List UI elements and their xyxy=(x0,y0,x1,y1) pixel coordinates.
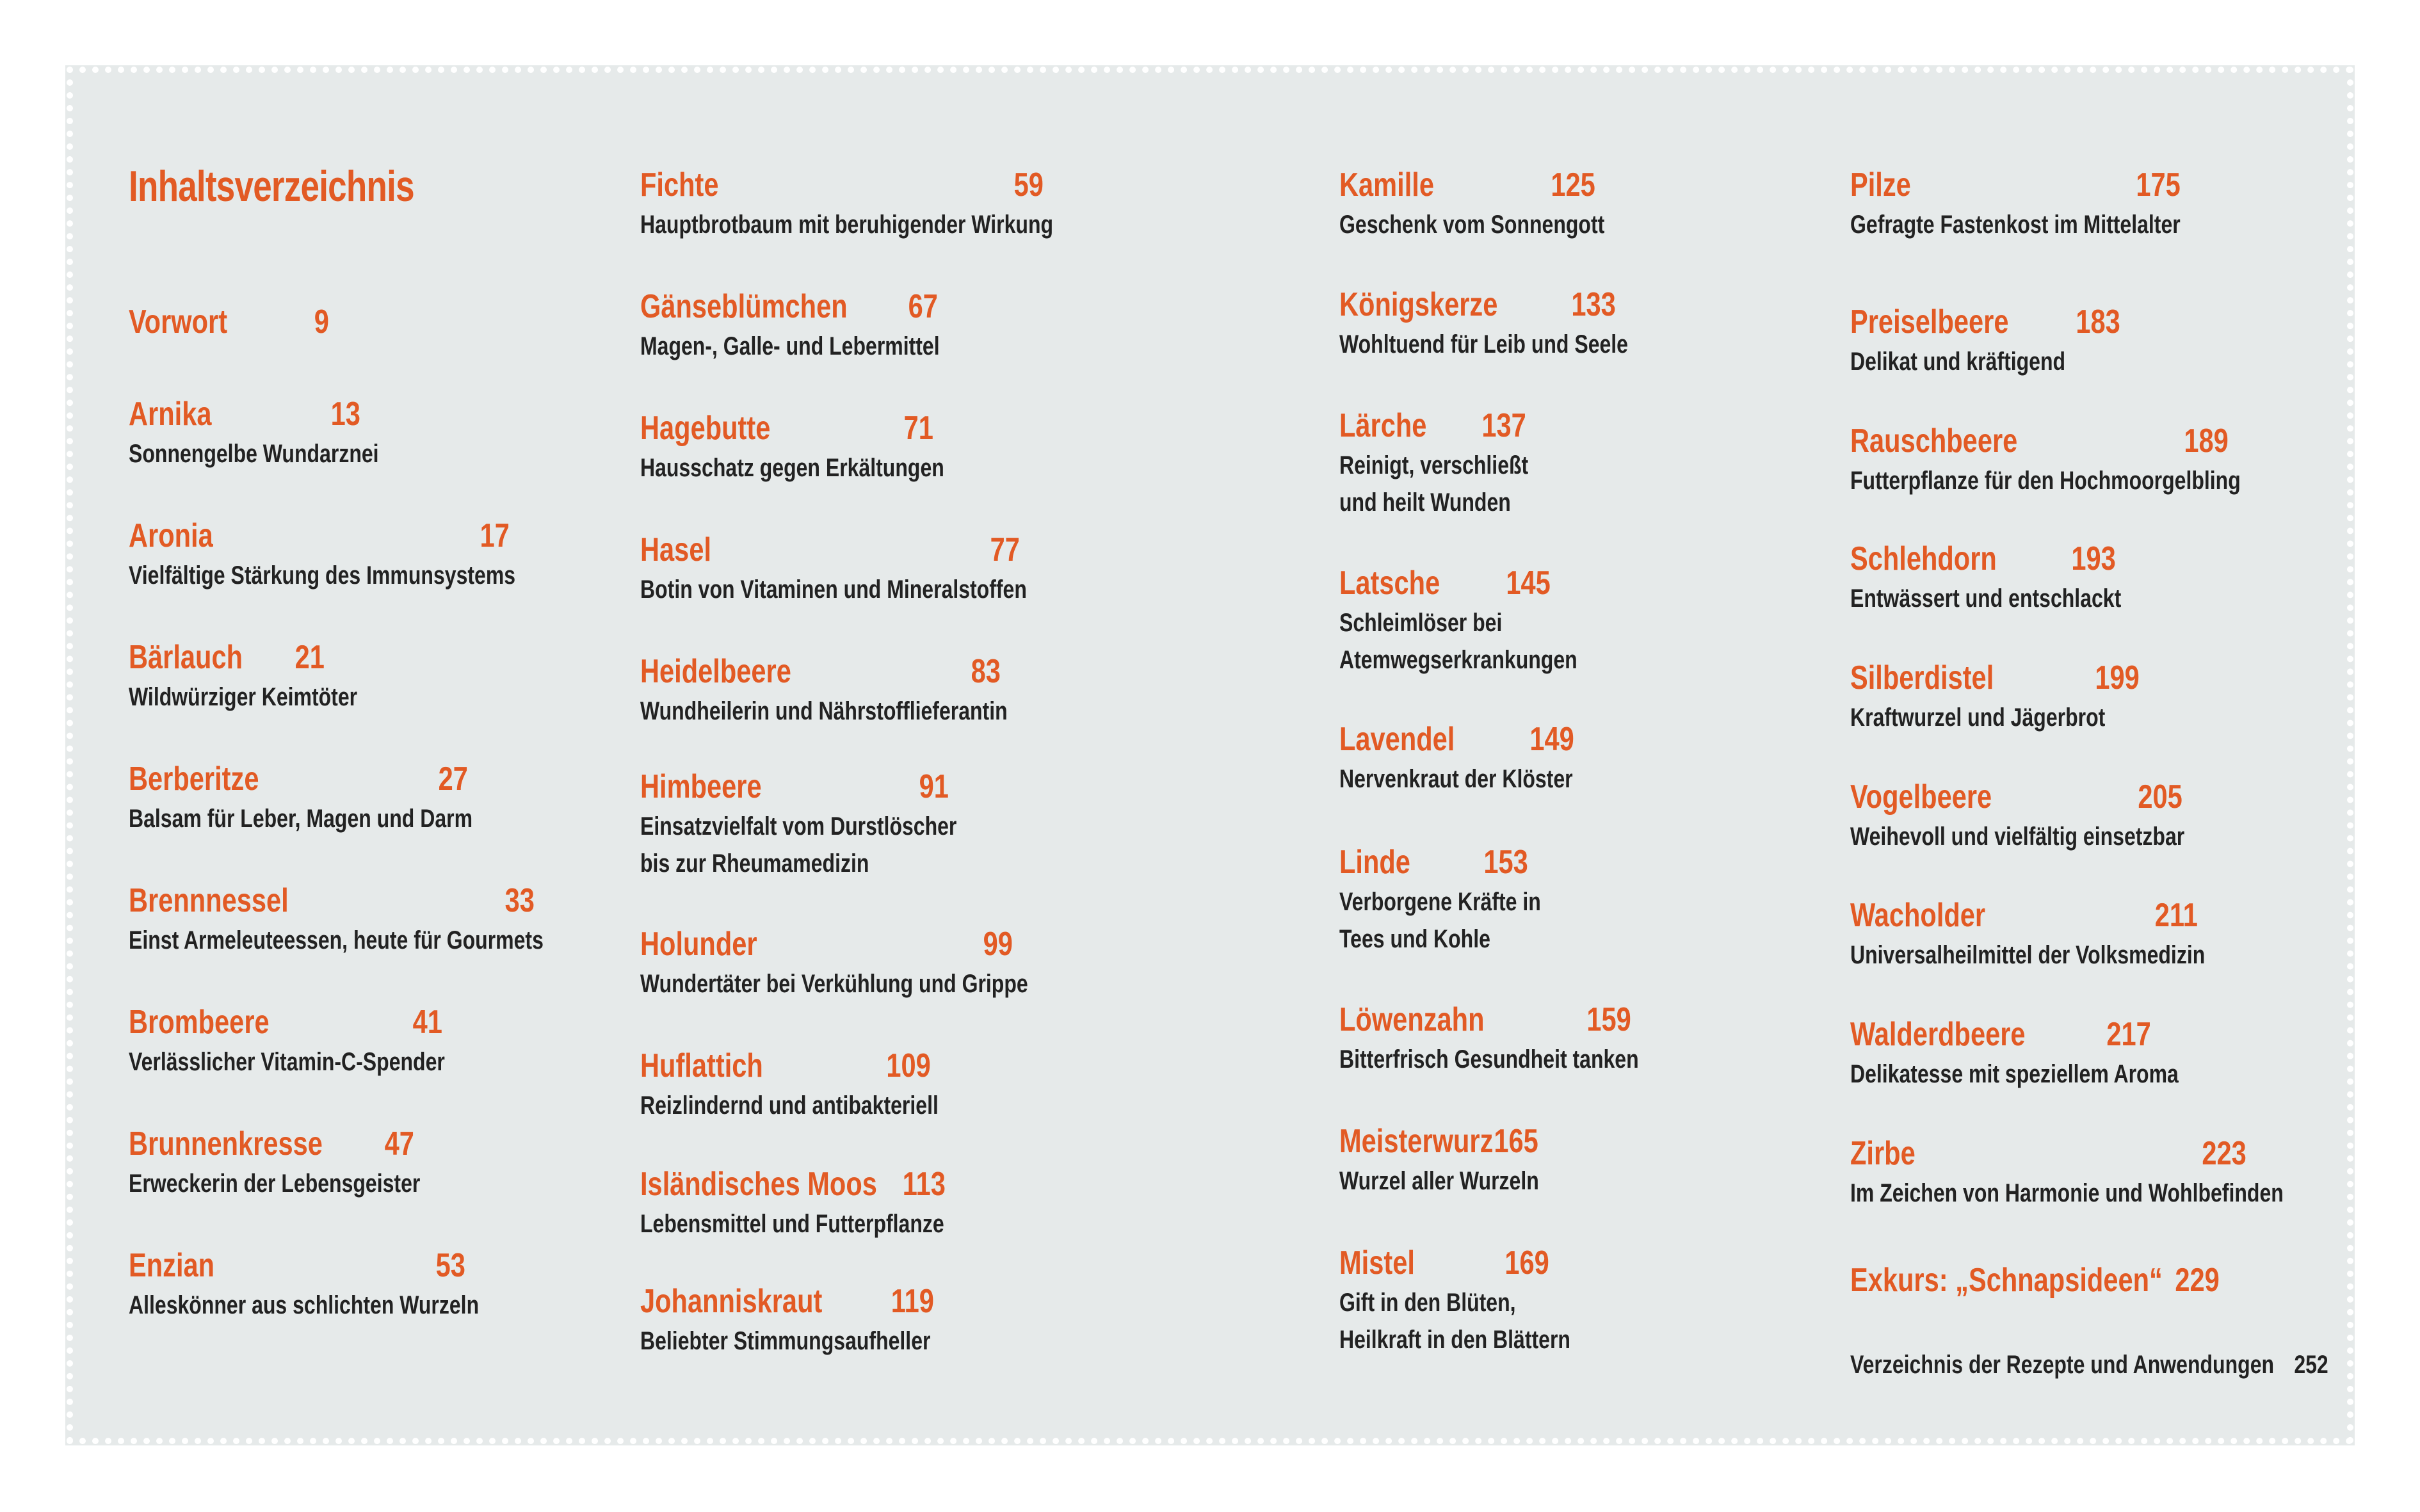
toc-entry-description: Tees und Kohle xyxy=(1339,925,1490,953)
toc-entry-description: Wundertäter bei Verkühlung und Grippe xyxy=(640,970,1028,998)
toc-entry-heading xyxy=(1850,420,2229,462)
toc-entry-title: Mistel xyxy=(1339,1244,1415,1282)
toc-entry-heading xyxy=(129,1244,465,1287)
toc-entry-description: Delikat und kräftigend xyxy=(1850,348,2066,376)
toc-entry-title: Enzian xyxy=(129,1247,215,1284)
toc-entry-page: 91 xyxy=(919,768,949,805)
toc-entry-heading xyxy=(1339,405,1526,447)
toc-entry-heading xyxy=(640,1280,934,1323)
toc-entry-page: 153 xyxy=(1483,844,1528,881)
toc-entry-page: 53 xyxy=(435,1247,465,1284)
toc-entry-description: Wildwürziger Keimtöter xyxy=(129,683,358,711)
toc-entry[interactable] xyxy=(1850,420,2241,499)
toc-entry-page: 165 xyxy=(1494,1123,1538,1160)
toc-entry-page: 77 xyxy=(990,531,1020,568)
toc-entry-title: Lärche xyxy=(1339,407,1427,444)
toc-entry-title: Huflattich xyxy=(640,1047,763,1084)
toc-entry-description: Verborgene Kräfte in xyxy=(1339,888,1541,916)
toc-entry-description: Delikatesse mit speziellem Aroma xyxy=(1850,1060,2179,1088)
toc-entry-page: 71 xyxy=(903,410,933,447)
toc-entry-page: 229 xyxy=(2175,1262,2220,1299)
recipes-index-page: 252 xyxy=(2294,1351,2328,1379)
toc-entry-description: Weihevoll und vielfältig einsetzbar xyxy=(1850,823,2185,851)
toc-entry-page: 21 xyxy=(294,639,325,676)
toc-entry-page: 189 xyxy=(2184,422,2229,460)
toc-entry-heading xyxy=(1339,164,1595,206)
toc-entry-heading xyxy=(640,164,1044,206)
toc-entry-heading xyxy=(1339,841,1528,883)
toc-entry-heading xyxy=(129,301,329,343)
toc-entry[interactable] xyxy=(1850,894,2206,974)
toc-entry-title: Walderdbeere xyxy=(1850,1016,2026,1053)
toc-entry-description: Einsatzvielfalt vom Durstlöscher xyxy=(640,812,957,840)
toc-entry-heading xyxy=(1850,301,2120,343)
toc-entry-description: Botin von Vitaminen und Mineralstoffen xyxy=(640,575,1027,604)
toc-entry-description: Hauptbrotbaum mit beruhigender Wirkung xyxy=(640,211,1054,239)
toc-entry-page: 109 xyxy=(886,1047,931,1084)
toc-entry-description: Wohltuend für Leib und Seele xyxy=(1339,330,1628,358)
toc-entry-page: 193 xyxy=(2071,540,2116,577)
toc-entry-heading xyxy=(129,1001,442,1043)
toc-entry[interactable] xyxy=(129,1123,421,1202)
toc-entry-title: Preiselbeere xyxy=(1850,303,2009,341)
toc-entry-page: 59 xyxy=(1013,166,1044,204)
toc-entry-title: Meisterwurz xyxy=(1339,1123,1494,1160)
toc-entry-heading xyxy=(640,407,933,449)
toc-entry-page: 211 xyxy=(2154,897,2198,934)
toc-entry-heading xyxy=(129,880,535,922)
toc-entry[interactable] xyxy=(1339,999,1639,1078)
toc-entry-description: Lebensmittel und Futterpflanze xyxy=(640,1210,944,1238)
page-title: Inhaltsverzeichnis xyxy=(129,162,414,211)
toc-entry-page: 149 xyxy=(1529,721,1574,758)
toc-entry[interactable] xyxy=(129,636,358,716)
toc-entry-heading xyxy=(129,636,325,679)
toc-entry[interactable] xyxy=(1339,1242,1570,1358)
toc-entry-heading xyxy=(1339,284,1616,326)
toc-entry[interactable] xyxy=(640,286,938,365)
toc-entry-description: Bitterfrisch Gesundheit tanken xyxy=(1339,1045,1639,1074)
toc-entry-description: Alleskönner aus schlichten Wurzeln xyxy=(129,1291,480,1319)
toc-entry-title: Wacholder xyxy=(1850,897,1986,934)
toc-entry-description: Kraftwurzel und Jägerbrot xyxy=(1850,704,2106,732)
toc-entry-description: Verlässlicher Vitamin-C-Spender xyxy=(129,1048,445,1076)
toc-entry[interactable] xyxy=(129,393,379,472)
toc-entry-description: Futterpflanze für den Hochmoorgelbling xyxy=(1850,467,2241,495)
toc-entry[interactable] xyxy=(1850,164,2181,243)
toc-entry-page: 137 xyxy=(1481,407,1526,444)
toc-entry-title: Arnika xyxy=(129,396,212,433)
toc-entry-title: Silberdistel xyxy=(1850,659,1994,696)
toc-entry[interactable] xyxy=(129,880,544,959)
toc-entry-title: Brombeere xyxy=(129,1004,270,1041)
toc-entry-title: Gänseblümchen xyxy=(640,288,848,325)
toc-entry-title: Himbeere xyxy=(640,768,762,805)
toc-entry-description: Atemwegserkrankungen xyxy=(1339,646,1577,674)
toc-entry[interactable] xyxy=(1339,562,1577,679)
toc-entry-title: Kamille xyxy=(1339,166,1434,204)
toc-entry-title: Pilze xyxy=(1850,166,1911,204)
toc-entry-heading xyxy=(1850,1259,2220,1301)
toc-entry-heading xyxy=(1850,776,2182,818)
toc-entry-title: Exkurs: „Schnapsideen“ xyxy=(1850,1262,2163,1299)
toc-entry[interactable] xyxy=(1339,841,1541,958)
toc-entry[interactable] xyxy=(1339,405,1529,521)
toc-entry-page: 41 xyxy=(412,1004,442,1041)
toc-entry-page: 113 xyxy=(902,1166,946,1203)
toc-entry-title: Berberitze xyxy=(129,760,259,798)
toc-entry-page: 119 xyxy=(891,1283,934,1320)
toc-entry-description: Sonnengelbe Wundarznei xyxy=(129,440,379,468)
toc-entry-heading xyxy=(129,393,360,435)
toc-entry-heading xyxy=(640,529,1020,571)
toc-entry[interactable] xyxy=(129,1244,480,1324)
toc-entry-description: Gefragte Fastenkost im Mittelalter xyxy=(1850,211,2181,239)
toc-entry-heading xyxy=(1850,164,2181,206)
toc-entry-heading xyxy=(640,1163,946,1205)
toc-entry-page: 145 xyxy=(1506,565,1551,602)
toc-entry-title: Löwenzahn xyxy=(1339,1001,1485,1038)
toc-entry-page: 9 xyxy=(314,303,329,341)
recipes-index-label: Verzeichnis der Rezepte und Anwendungen xyxy=(1850,1351,2275,1379)
toc-entry-heading xyxy=(1850,894,2198,937)
toc-entry-page: 159 xyxy=(1586,1001,1631,1038)
toc-entry-heading xyxy=(640,650,1001,693)
toc-entry-page: 67 xyxy=(908,288,938,325)
toc-entry-description: Balsam für Leber, Magen und Darm xyxy=(129,805,473,833)
toc-entry-description: Heilkraft in den Blättern xyxy=(1339,1326,1570,1354)
toc-entry-heading xyxy=(640,286,938,328)
toc-entry-title: Hasel xyxy=(640,531,712,568)
toc-entry-page: 17 xyxy=(480,517,510,554)
toc-entry[interactable] xyxy=(640,1280,934,1360)
toc-entry-heading xyxy=(1339,718,1574,760)
toc-entry-description: Schleimlöser bei xyxy=(1339,609,1503,637)
toc-entry[interactable] xyxy=(640,766,957,882)
toc-entry-title: Heidelbeere xyxy=(640,653,791,690)
toc-entry[interactable] xyxy=(1850,776,2185,855)
toc-entry-title: Brennnessel xyxy=(129,882,289,919)
toc-entry[interactable] xyxy=(1339,284,1628,363)
toc-entry-heading xyxy=(129,758,468,800)
toc-entry-page: 13 xyxy=(330,396,360,433)
toc-entry-heading xyxy=(1850,657,2140,699)
toc-entry-title: Fichte xyxy=(640,166,719,204)
toc-entry-title: Lavendel xyxy=(1339,721,1455,758)
toc-entry-page: 125 xyxy=(1551,166,1595,204)
toc-entry-heading xyxy=(1339,562,1551,604)
toc-entry-description: und heilt Wunden xyxy=(1339,488,1511,517)
toc-entry-heading xyxy=(1850,1013,2151,1056)
toc-entry[interactable] xyxy=(1339,718,1574,798)
toc-entry-description: Beliebter Stimmungsaufheller xyxy=(640,1327,931,1355)
toc-entry-heading xyxy=(640,923,1013,965)
toc-entry-page: 217 xyxy=(2106,1016,2151,1053)
toc-entry-title: Johanniskraut xyxy=(640,1283,823,1320)
toc-entry-title: Hagebutte xyxy=(640,410,771,447)
toc-entry-title: Königskerze xyxy=(1339,286,1498,323)
toc-entry-page: 99 xyxy=(983,926,1013,963)
toc-entry-title: Vogelbeere xyxy=(1850,778,1992,816)
toc-entry-heading xyxy=(1339,999,1631,1041)
toc-entry[interactable] xyxy=(129,515,516,594)
page-frame xyxy=(67,67,2353,1444)
toc-entry-description: Einst Armeleuteessen, heute für Gourmets xyxy=(129,926,544,954)
toc-entry-description: Geschenk vom Sonnengott xyxy=(1339,211,1605,239)
toc-entry[interactable] xyxy=(1850,301,2120,380)
toc-entry-page: 133 xyxy=(1571,286,1616,323)
toc-entry[interactable] xyxy=(1339,164,1605,243)
toc-entry-page: 169 xyxy=(1504,1244,1549,1282)
toc-entry-description: Wundheilerin und Nährstofflieferantin xyxy=(640,697,1008,725)
toc-entry[interactable] xyxy=(640,164,1054,243)
toc-entry-title: Latsche xyxy=(1339,565,1440,602)
toc-entry[interactable] xyxy=(129,758,473,837)
toc-entry-heading xyxy=(1339,1120,1538,1162)
toc-entry-page: 223 xyxy=(2202,1135,2247,1172)
toc-entry[interactable] xyxy=(1850,657,2140,736)
toc-entry-page: 205 xyxy=(2138,778,2182,816)
toc-entry-description: Universalheilmittel der Volksmedizin xyxy=(1850,941,2206,969)
toc-entry-title: Linde xyxy=(1339,844,1410,881)
toc-entry-description: Wurzel aller Wurzeln xyxy=(1339,1167,1539,1195)
toc-entry-title: Isländisches Moos xyxy=(640,1166,877,1203)
toc-entry-page: 83 xyxy=(971,653,1001,690)
toc-entry-title: Rauschbeere xyxy=(1850,422,2018,460)
toc-entry[interactable] xyxy=(640,407,944,487)
toc-entry-title: Holunder xyxy=(640,926,757,963)
toc-entry[interactable] xyxy=(640,529,1027,608)
toc-entry-description: Entwässert und entschlackt xyxy=(1850,584,2122,613)
toc-entry-title: Brunnenkresse xyxy=(129,1125,323,1162)
toc-entry-description: Vielfältige Stärkung des Immunsystems xyxy=(129,561,516,590)
toc-entry-heading xyxy=(640,1045,931,1087)
toc-entry[interactable] xyxy=(1850,1132,2284,1212)
toc-entry-description: Erweckerin der Lebensgeister xyxy=(129,1170,421,1198)
toc-entry-title: Vorwort xyxy=(129,303,228,341)
toc-entry-title: Schlehdorn xyxy=(1850,540,1997,577)
toc-entry-heading xyxy=(1850,1132,2247,1175)
toc-entry-page: 183 xyxy=(2076,303,2120,341)
toc-entry[interactable] xyxy=(640,650,1008,730)
toc-entry[interactable] xyxy=(1850,1013,2179,1093)
toc-entry[interactable] xyxy=(640,923,1028,1002)
toc-entry[interactable] xyxy=(640,1045,939,1124)
toc-entry-description: Nervenkraut der Klöster xyxy=(1339,765,1573,793)
toc-entry-heading xyxy=(129,515,510,557)
toc-entry-description: bis zur Rheumamedizin xyxy=(640,849,869,878)
toc-entry[interactable] xyxy=(1339,1120,1538,1200)
toc-entry-heading xyxy=(1850,538,2116,580)
toc-entry-heading xyxy=(640,766,949,808)
toc-entry-page: 47 xyxy=(384,1125,414,1162)
toc-entry-description: Gift in den Blüten, xyxy=(1339,1289,1516,1317)
toc-entry-heading xyxy=(129,1123,414,1165)
toc-entry-page: 175 xyxy=(2136,166,2181,204)
toc-entry-description: Reinigt, verschließt xyxy=(1339,451,1529,479)
toc-entry-page: 33 xyxy=(504,882,535,919)
toc-entry[interactable] xyxy=(129,301,329,343)
toc-entry[interactable] xyxy=(1850,1259,2220,1301)
toc-entry-title: Zirbe xyxy=(1850,1135,1916,1172)
toc-entry-description: Magen-, Galle- und Lebermittel xyxy=(640,332,940,360)
toc-entry-title: Aronia xyxy=(129,517,213,554)
toc-entry-heading xyxy=(1339,1242,1549,1284)
toc-entry[interactable] xyxy=(1850,538,2122,617)
toc-entry-description: Im Zeichen von Harmonie und Wohlbefinden xyxy=(1850,1179,2284,1207)
toc-entry[interactable] xyxy=(640,1163,946,1243)
recipes-index-link[interactable] xyxy=(1850,1351,2328,1379)
toc-entry-description: Hausschatz gegen Erkältungen xyxy=(640,454,944,482)
toc-entry-description: Reizlindernd und antibakteriell xyxy=(640,1091,939,1120)
toc-entry-page: 27 xyxy=(438,760,468,798)
toc-entry-page: 199 xyxy=(2095,659,2140,696)
toc-entry[interactable] xyxy=(129,1001,445,1081)
toc-entry-title: Bärlauch xyxy=(129,639,243,676)
